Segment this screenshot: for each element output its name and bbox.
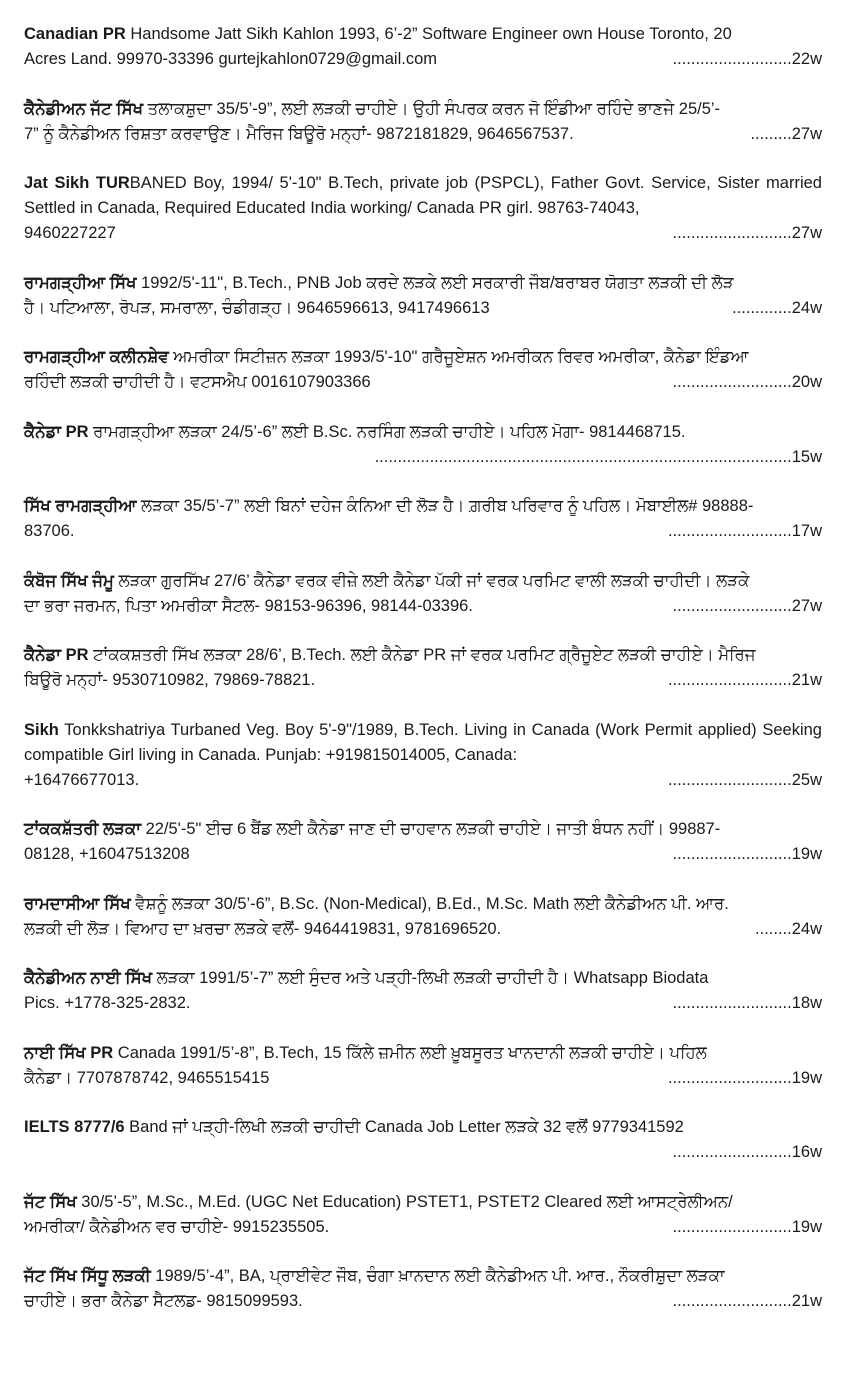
ad-heading: ਜੱਟ ਸਿੱਖ ਸਿੱਧੂ ਲੜਕੀ (24, 1267, 151, 1285)
classified-ad (24, 345, 822, 395)
ad-rate: .............24w (732, 298, 822, 317)
ad-body: Band ਜਾਂ ਪੜ੍ਹੀ-ਲਿਖੀ ਲੜਕੀ ਚਾਹੀਦੀ Canada Job Letter ਲੜਕੇ 32 ਵਲੋਂ 9779341592 (124, 1118, 684, 1136)
ad-rate: ..........................27w (672, 224, 822, 242)
ad-body: ਲੜਕਾ 35/5’-7” ਲਈ ਬਿਨਾਂ ਦਹੇਜ ਕੰਨਿਆ ਦੀ ਲੋੜ ਹੈ। ਗ਼ਰੀਬ ਪਰਿਵਾਰ ਨੂੰ ਪਹਿਲ। ਮੋਬਾਈਲ# 98888- (136, 497, 754, 515)
classified-ad (24, 1190, 822, 1240)
ad-last-line (24, 296, 822, 321)
ad-body-end: ਅਮਰੀਕਾ/ ਕੈਨੇਡੀਅਨ ਵਰ ਚਾਹੀਏ- 9915235505. (24, 1217, 330, 1236)
ad-body: 30/5’-5”, M.Sc., M.Ed. (UGC Net Education) PSTET1, PSTET2 Cleared ਲਈ ਆਸਟ੍ਰੇਲੀਅਨ/ (76, 1192, 733, 1211)
ad-rate: ...........................25w (667, 770, 822, 789)
ad-rate: .........27w (750, 124, 822, 143)
ad-heading: ਸਿੱਖ ਰਾਮਗੜ੍ਹੀਆ (24, 497, 137, 515)
ad-body: ਤਲਾਕਸ਼ੁਦਾ 35/5’-9”, ਲਈ ਲੜਕੀ ਚਾਹੀਏ। ਉਹੀ ਸੰਪਰਕ ਕਰਨ ਜੋ ਇੰਡੀਆ ਰਹਿੰਦੇ ਭਾਣਜੇ 25/5’- (143, 99, 721, 118)
ad-rate: ..........................22w (672, 50, 822, 68)
ad-heading: ਨਾਈ ਸਿੱਖ PR (24, 1043, 114, 1062)
classified-ad (24, 643, 822, 693)
ad-last-line (24, 1066, 822, 1091)
ad-heading: ਕੈਨੇਡਾ PR (24, 422, 89, 441)
ad-body-end: ਦਾ ਭਰਾ ਜਰਮਨ, ਪਿਤਾ ਅਮਰੀਕਾ ਸੈਟਲ- 98153-96396, 98144-03396. (24, 596, 473, 615)
ad-heading: ਕੈਨੇਡਾ PR (24, 646, 89, 664)
ad-last-line (24, 991, 822, 1016)
classified-ad (24, 718, 822, 793)
ad-heading: ਕੰਬੋਜ ਸਿੱਖ ਜੰਮੂ (24, 571, 114, 590)
ad-heading: Jat Sikh TUR (24, 174, 130, 192)
ad-last-line (24, 842, 822, 867)
ad-rate: ..........................18w (672, 994, 822, 1012)
ad-heading: ਰਾਮਗੜ੍ਹੀਆ ਸਿੱਖ (24, 273, 137, 292)
ad-last-line (24, 122, 822, 147)
ad-body: ਟਾਂਕਕਸ਼ਤਰੀ ਸਿੱਖ ਲੜਕਾ 28/6’, B.Tech. ਲਈ ਕੈਨੇਡਾ PR ਜਾਂ ਵਰਕ ਪਰਮਿਟ ਗ੍ਰੈਜੂਏਟ ਲੜਕੀ ਚਾਹੀਏ। ਮੈਰਿਜ (88, 646, 756, 664)
ad-body: ਵੈਸ਼ਨੂੰ ਲੜਕਾ 30/5’-6”, B.Sc. (Non-Medical), B.Ed., M.Sc. Math ਲਈ ਕੈਨੇਡੀਅਨ ਪੀ. ਆਰ. (130, 894, 729, 913)
ad-heading: ਜੱਟ ਸਿੱਖ (24, 1192, 77, 1211)
ad-body-end: ਚਾਹੀਏ। ਭਰਾ ਕੈਨੇਡਾ ਸੈਟਲਡ- 9815099593. (24, 1292, 303, 1310)
ad-body: ਅਮਰੀਕਾ ਸਿਟੀਜ਼ਨ ਲੜਕਾ 1993/5'-10" ਗਰੈਜੂਏਸ਼ਨ ਅਮਰੀਕਨ ਰਿਵਰ ਅਮਰੀਕਾ, ਕੈਨੇਡਾ ਇੰਡਆ (168, 348, 749, 366)
classified-ad (24, 817, 822, 867)
ad-body-end: ਹੈ। ਪਟਿਆਲਾ, ਰੋਪੜ, ਸਮਰਾਲਾ, ਚੰਡੀਗੜ੍ਹ। 9646596613, 9417496613 (24, 298, 490, 317)
ad-body-end: ਬਿਊਰੋ ਮਨ੍ਹਾਂ- 9530710982, 79869-78821. (24, 671, 316, 689)
ad-body-end: 7” ਨੂੰ ਕੈਨੇਡੀਅਨ ਰਿਸ਼ਤਾ ਕਰਵਾਉਣ। ਮੈਰਿਜ ਬਿਊਰੋ ਮਨ੍ਹਾਂ- 9872181829, 9646567537. (24, 124, 574, 143)
ad-rate: ...........................17w (667, 522, 822, 540)
classified-ad (24, 966, 822, 1016)
classified-ad (24, 494, 822, 544)
ad-rate: ..........................19w (672, 1217, 822, 1236)
ad-body-end: 9460227227 (24, 224, 116, 242)
classified-ad (24, 892, 822, 942)
ad-rate: ..........................20w (672, 373, 822, 391)
classified-ad (24, 1264, 822, 1314)
ad-heading: IELTS 8777/6 (24, 1118, 125, 1136)
ad-last-line (24, 594, 822, 619)
ad-heading: Canadian PR (24, 25, 126, 43)
ad-last-line (24, 668, 822, 693)
ad-body: Tonkkshatriya Turbaned Veg. Boy 5'-9"/1989, B.Tech. Living in Canada (Work Permit applied) Seeking compatible Girl living in Canada. Punjab: +919815014005, Canada: (24, 720, 822, 764)
ad-last-line (24, 519, 822, 544)
ad-body: ਲੜਕਾ 1991/5’-7” ਲਈ ਸੁੰਦਰ ਅਤੇ ਪੜ੍ਹੀ-ਲਿਖੀ ਲੜਕੀ ਚਾਹੀਦੀ ਹੈ। Whatsapp Biodata (152, 969, 709, 987)
ad-last-line (24, 47, 822, 72)
ad-body-end: 83706. (24, 522, 75, 540)
ad-heading: Sikh (24, 720, 59, 739)
ad-body-end: Acres Land. 99970-33396 gurtejkahlon0729@gmail.com (24, 50, 438, 68)
ad-last-line (24, 917, 822, 942)
ad-rate: ..........................19w (672, 845, 822, 863)
ad-body-end: ਲੜਕੀ ਦੀ ਲੋੜ। ਵਿਆਹ ਦਾ ਖ਼ਰਚਾ ਲੜਕੇ ਵਲੋਂ- 9464419831, 9781696520. (24, 919, 502, 938)
classified-ad (24, 22, 822, 72)
ad-rate: ........24w (755, 919, 822, 938)
ad-heading: ਟਾਂਕਕਸ਼ੱਤਰੀ ਲੜਕਾ (24, 820, 141, 838)
ad-body-end: ਕੈਨੇਡਾ। 7707878742, 9465515415 (24, 1068, 270, 1087)
ad-body: 1989/5’-4”, BA, ਪ੍ਰਾਈਵੇਟ ਜੌਬ, ਚੰਗਾ ਖ਼ਾਨਦਾਨ ਲਈ ਕੈਨੇਡੀਅਨ ਪੀ. ਆਰ., ਨੌਕਰੀਸ਼ੁਦਾ ਲੜਕਾ (150, 1267, 725, 1285)
ad-heading: ਰਾਮਗੜ੍ਹੀਆ ਕਲੀਨਸ਼ੇਵ (24, 348, 169, 366)
ad-body: BANED Boy, 1994/ 5'-10" B.Tech, private job (PSPCL), Father Govt. Service, Sister married Settled in Canada, Required Educated India working/ Canada PR girl. 98763-74043, (24, 174, 822, 217)
ad-body-end: +16476677013. (24, 770, 140, 789)
ad-rate: ..........................16w (672, 1143, 822, 1161)
ad-rate: ...........................................................................................15w (374, 447, 822, 466)
ad-body: 22/5'-5" ਈਚ 6 ਬੈਂਡ ਲਈ ਕੈਨੇਡਾ ਜਾਣ ਦੀ ਚਾਹਵਾਨ ਲੜਕੀ ਚਾਹੀਏ। ਜਾਤੀ ਬੰਧਨ ਨਹੀਂ। 99887- (140, 820, 721, 838)
ad-body: Handsome Jatt Sikh Kahlon 1993, 6’-2” Software Engineer own House Toronto, 20 (125, 25, 732, 43)
ad-rate: ..........................27w (672, 596, 822, 615)
classified-ad (24, 420, 822, 470)
ad-body-end: Pics. +1778-325-2832. (24, 994, 191, 1012)
ad-body: Canada 1991/5’-8”, B.Tech, 15 ਕਿੱਲੇ ਜ਼ਮੀਨ ਲਈ ਖ਼ੂਬਸੂਰਤ ਖਾਨਦਾਨੀ ਲੜਕੀ ਚਾਹੀਏ। ਪਹਿਲ (113, 1043, 707, 1062)
ad-rate: ..........................21w (672, 1292, 822, 1310)
ad-heading: ਕੈਨੇਡੀਅਨ ਨਾਈ ਸਿੱਖ (24, 969, 153, 987)
classified-ad (24, 97, 822, 147)
ad-body: ਰਾਮਗੜ੍ਹੀਆ ਲੜਕਾ 24/5’-6” ਲਈ B.Sc. ਨਰਸਿੰਗ ਲੜਕੀ ਚਾਹੀਏ। ਪਹਿਲ ਮੋਗਾ- 9814468715. (88, 422, 686, 441)
ad-last-line (24, 768, 822, 793)
classified-ad (24, 1115, 822, 1165)
ad-rate: ...........................19w (667, 1068, 822, 1087)
classified-ad (24, 171, 822, 246)
ad-body-end: 08128, +16047513208 (24, 845, 190, 863)
ad-last-line (24, 370, 822, 395)
classified-ad (24, 569, 822, 619)
ad-heading: ਰਾਮਦਾਸੀਆ ਸਿੱਖ (24, 894, 131, 913)
ad-heading: ਕੈਨੇਡੀਅਨ ਜੱਟ ਸਿੱਖ (24, 99, 144, 118)
ad-rate: ...........................21w (667, 671, 822, 689)
ad-body: ਲੜਕਾ ਗੁਰਸਿੱਖ 27/6’ ਕੈਨੇਡਾ ਵਰਕ ਵੀਜ਼ੇ ਲਈ ਕੈਨੇਡਾ ਪੱਕੀ ਜਾਂ ਵਰਕ ਪਰਮਿਟ ਵਾਲੀ ਲੜਕੀ ਚਾਹੀਦੀ। ਲੜਕੇ (113, 571, 750, 590)
classified-ad (24, 1041, 822, 1091)
ad-body: 1992/5'-11", B.Tech., PNB Job ਕਰਦੇ ਲੜਕੇ ਲਈ ਸਰਕਾਰੀ ਜੌਬ/ਬਰਾਬਰ ਯੋਗਤਾ ਲੜਕੀ ਦੀ ਲੋੜ (136, 273, 734, 292)
ad-last-line (24, 1215, 822, 1240)
ad-last-line (24, 1289, 822, 1314)
ad-body-end: ਰਹਿੰਦੀ ਲੜਕੀ ਚਾਹੀਦੀ ਹੈ। ਵਟਸਐਪ 0016107903366 (24, 373, 371, 391)
ad-last-line (24, 221, 822, 246)
classified-ad (24, 271, 822, 321)
